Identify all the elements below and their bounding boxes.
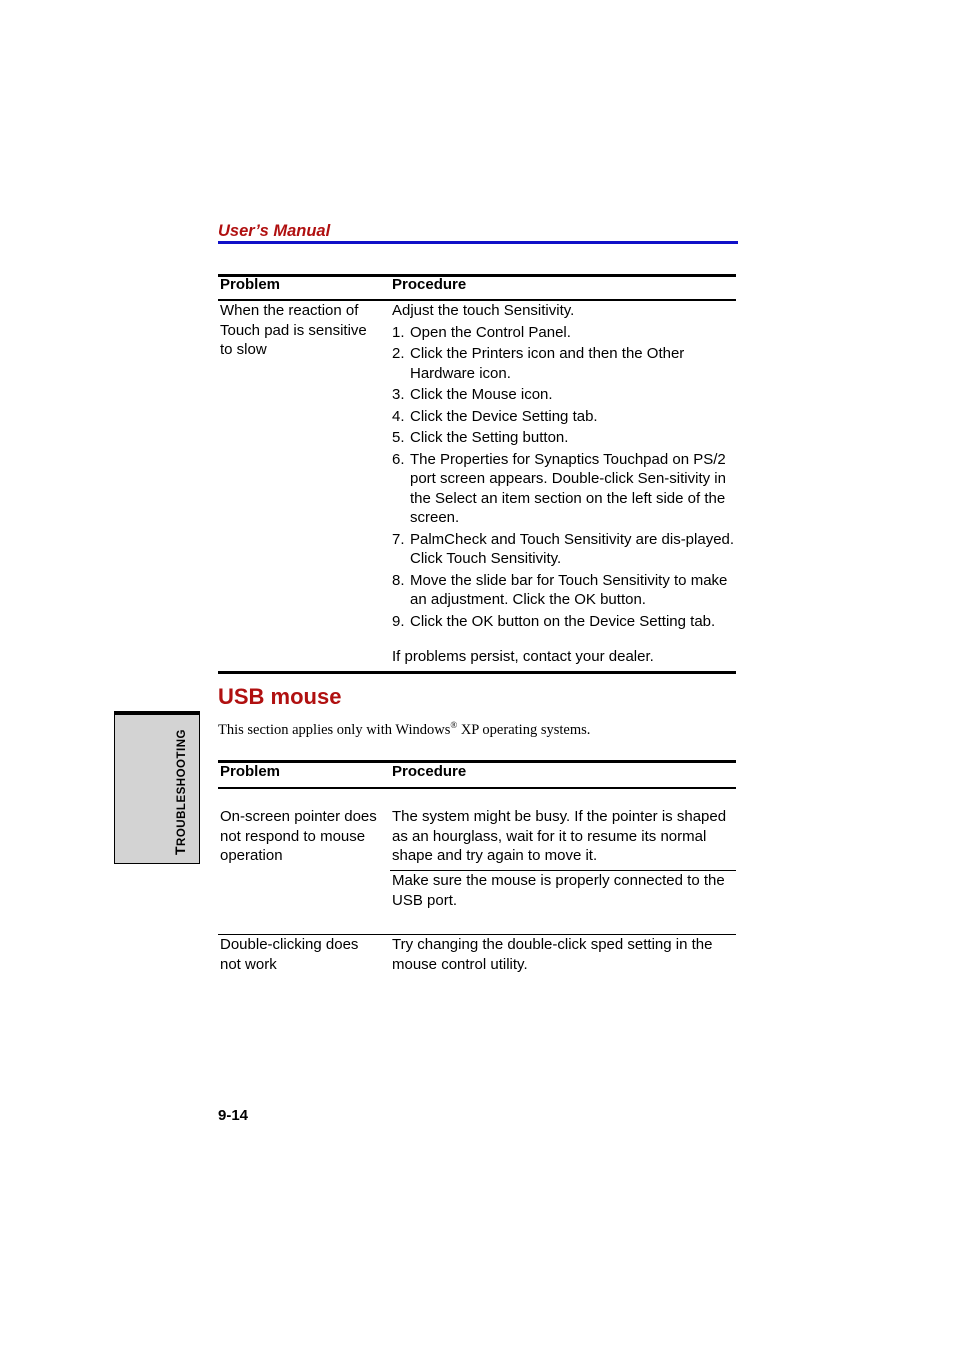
list-item: 3. Click the Mouse icon. [392,386,553,403]
list-item: 7. PalmCheck and Touch Sensitivity are dis-played. Click Touch Sensitivity. [392,530,735,567]
list-item: 2. Click the Printers icon and then the Other Hardware icon. [392,345,685,382]
registered-mark: ® [450,720,458,730]
manual-title: User’s Manual [218,222,331,240]
table-top-rule [218,760,736,763]
touchpad-table [218,274,736,674]
list-item: 4. Click the Device Setting tab. [392,407,598,425]
col-header-procedure: Procedure [392,276,467,293]
list-item: 8. Move the slide bar for Touch Sensitivity to make an adjustment. Click the OK button. [392,571,728,608]
col-header-problem: Problem [220,276,281,293]
procedure-cell [392,301,736,631]
list-item: 9. Click the OK button on the Device Setting tab. [392,612,716,630]
page-number: 9-14 [218,1107,249,1124]
list-item: 5. Click the Setting button. [392,429,569,446]
procedure-cell: Make sure the mouse is properly connected to the USB port. [392,872,725,909]
procedure-steps [392,323,736,632]
procedure-cell: The system might be busy. If the pointer is shaped as an hourglass, wait for it to resume its normal shape and try again to move it. [392,808,727,864]
col-header-problem: Problem [220,763,281,780]
procedure-footer: If problems persist, contact your dealer. [392,648,654,665]
section-title: USB mouse [218,684,342,709]
header-rule [218,787,736,789]
problem-cell: Double-clicking does not work [220,936,359,973]
section-intro: This section applies only with Windows® XP operating systems. [218,720,591,738]
header-rule [218,241,738,244]
list-item: 6. The Properties for Synaptics Touchpad on PS/2 port screen appears. Double-click Sen-sitivity in the Select an item section on the left side of the screen. [392,450,726,526]
problem-cell: On-screen pointer does not respond to mouse operation [220,808,377,864]
procedure-intro: Adjust the touch Sensitivity. [392,302,575,319]
col-header-procedure: Procedure [392,763,467,780]
procedure-cell: Try changing the double-click sped setting in the mouse control utility. [392,936,713,973]
table-top-rule [218,274,736,277]
list-item: 1. Open the Control Panel. [392,323,571,341]
table-bottom-rule [218,671,736,674]
chapter-side-label: TROUBLESHOOTING [172,729,188,855]
usb-mouse-table [218,760,736,980]
problem-cell: When the reaction of Touch pad is sensitive to slow [220,302,367,358]
